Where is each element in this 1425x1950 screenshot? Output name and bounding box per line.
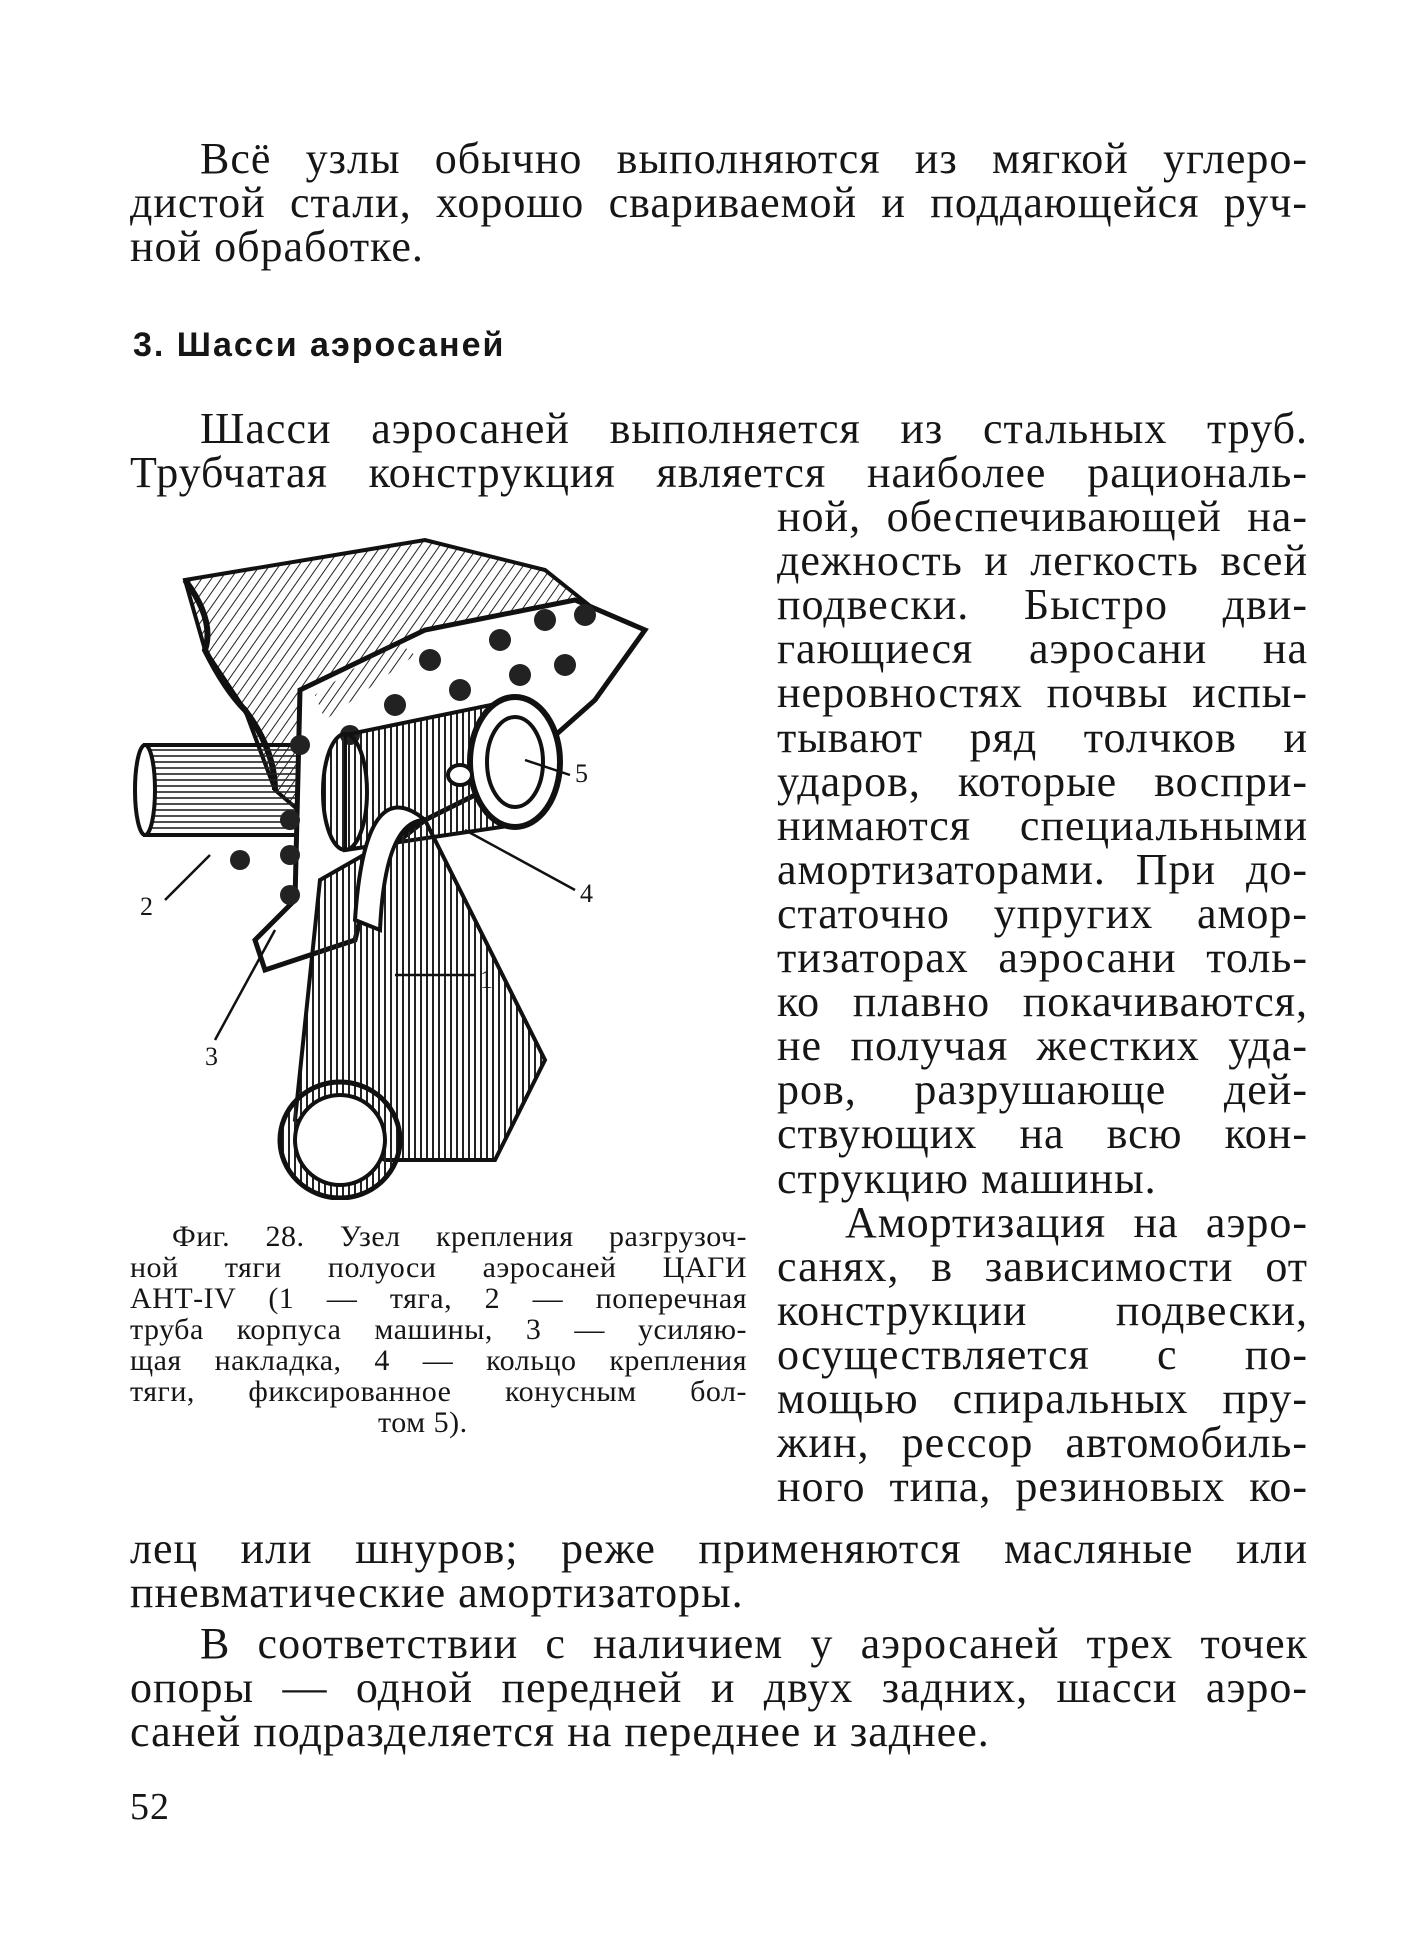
intro-line-2: дистой стали, хорошо свариваемой и поддающейся руч-	[130, 178, 1308, 227]
right-column-line: подвески. Быстро дви-	[777, 580, 1308, 630]
figure-label-1: 1	[480, 965, 493, 994]
figure-label-5: 5	[575, 759, 588, 788]
final-line-2: опоры — одной передней и двух задних, шасси аэро-	[130, 1663, 1308, 1712]
caption-line: АНТ-IV (1 — тяга, 2 — поперечная	[130, 1282, 747, 1315]
right-column-line: струкцию машины.	[777, 1153, 1157, 1203]
right-column-line: не получая жестких уда-	[777, 1021, 1308, 1071]
caption-line: щая накладка, 4 — кольцо крепления	[130, 1344, 747, 1377]
right-column-line: ко плавно покачиваются,	[777, 977, 1308, 1027]
section-heading: 3. Шасси аэросаней	[133, 326, 506, 364]
figure-label-3: 3	[205, 1042, 218, 1071]
right-column-line: тывают ряд толчков и	[777, 712, 1308, 762]
page-number: 52	[130, 1786, 170, 1828]
right-column-line: Амортизация на аэро-	[845, 1197, 1308, 1247]
caption-line: тяги, фиксированное конусным бол-	[130, 1375, 747, 1408]
right-column-line: ров, разрушающе дей-	[777, 1065, 1308, 1115]
caption-line: ной тяги полуоси аэросаней ЦАГИ	[130, 1251, 747, 1284]
paragraph-line-1: Шасси аэросаней выполняется из стальных труб.	[200, 404, 1308, 453]
intro-line-1: Всё узлы обычно выполняются из мягкой углеро-	[200, 134, 1308, 183]
paragraph-bottom-line-2: пневматические амортизаторы.	[130, 1568, 744, 1617]
right-column-line: мощью спиральных пру-	[777, 1374, 1308, 1423]
right-column-line: конструкции подвески,	[777, 1285, 1308, 1335]
right-column-line: тизаторах аэросани толь-	[777, 933, 1308, 982]
caption-line: Фиг. 28. Узел крепления разгрузоч-	[172, 1220, 747, 1253]
right-column-line: ствующих на всю кон-	[777, 1109, 1308, 1159]
right-column-line: ной, обеспечивающей на-	[777, 492, 1308, 541]
paragraph-line-2: Трубчатая конструкция является наиболее рациональ-	[130, 448, 1308, 497]
figure-label-2: 2	[140, 892, 153, 921]
intro-line-3: ной обработке.	[130, 222, 424, 271]
right-column-line: гающиеся аэросани на	[777, 624, 1308, 674]
final-line-3: саней подразделяется на переднее и заднее.	[130, 1707, 990, 1756]
right-column-line: дежность и легкость всей	[777, 536, 1308, 586]
right-column-line: неровностях почвы испы-	[777, 668, 1308, 718]
caption-line: труба корпуса машины, 3 — усиляю-	[130, 1313, 747, 1346]
right-column-line: осуществляется с по-	[777, 1329, 1308, 1379]
right-column-line: статочно упругих амор-	[777, 888, 1308, 938]
paragraph-bottom-line-1: лец или шнуров; реже применяются масляные или	[130, 1524, 1308, 1573]
right-column-line: ударов, которые воспри-	[777, 756, 1308, 806]
right-column-line: ного типа, резиновых ко-	[777, 1462, 1308, 1512]
right-column-line: амортизаторами. При до-	[777, 844, 1308, 894]
figure-28-illustration	[125, 520, 765, 1200]
figure-label-4: 4	[580, 879, 593, 908]
final-line-1: В соответствии с наличием у аэросаней трех точек	[200, 1619, 1308, 1668]
caption-line: том 5).	[378, 1406, 468, 1439]
right-column-line: санях, в зависимости от	[777, 1241, 1308, 1291]
right-column-line: жин, рессор автомобиль-	[777, 1418, 1308, 1468]
right-column-line: нимаются специальными	[777, 800, 1308, 850]
